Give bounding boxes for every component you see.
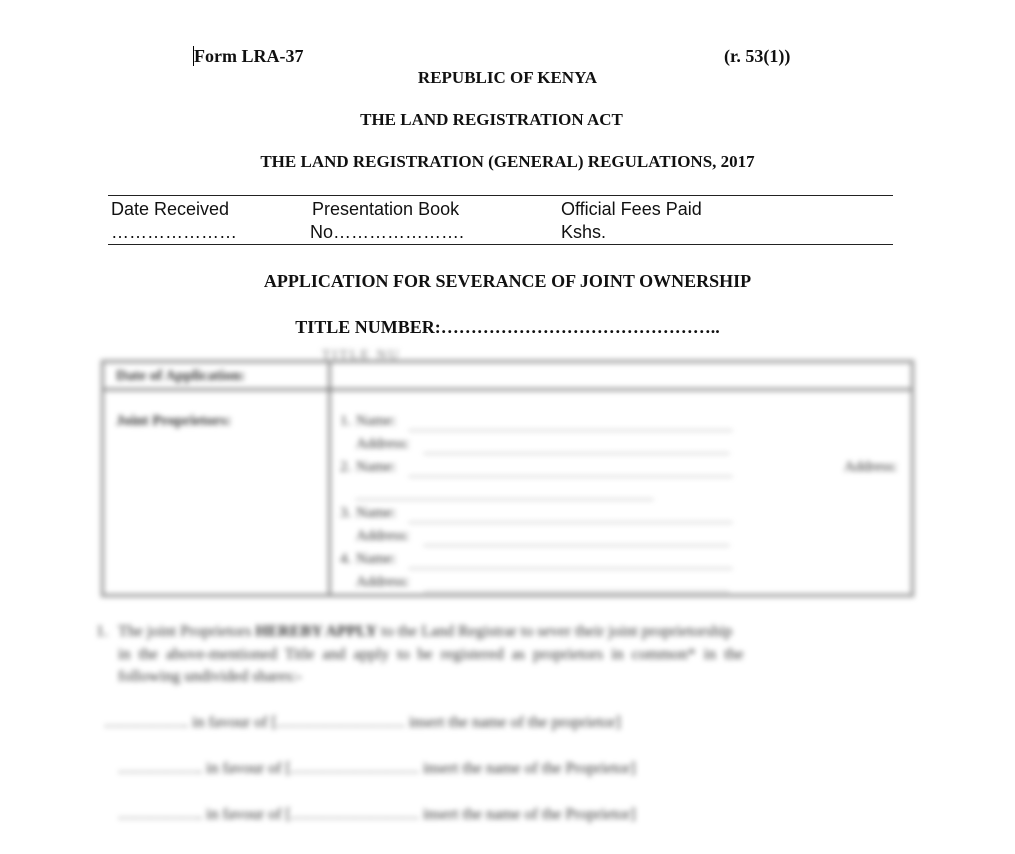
- name-label: Name:: [356, 505, 396, 521]
- name-line: [409, 521, 732, 523]
- name-line: [409, 475, 732, 477]
- entry-number: 3.: [340, 505, 352, 521]
- date-received-field: …………………: [111, 222, 237, 242]
- name-label: Name:: [356, 413, 396, 429]
- entry-number: 1.: [340, 413, 352, 429]
- address-label: Address:: [356, 528, 410, 544]
- form-number: Form LRA-37: [194, 46, 304, 66]
- table-row-divider: [104, 388, 911, 391]
- presentation-book-label: Presentation Book: [312, 199, 460, 219]
- date-received-label: Date Received: [111, 199, 230, 219]
- blurred-content: [0, 350, 1015, 854]
- paragraph-line-1-end: to the Land Registrar to sever their joint proprietorship: [381, 623, 733, 640]
- name-label: Name:: [356, 551, 396, 567]
- address-line: [424, 590, 729, 592]
- name-line: [409, 429, 732, 431]
- official-fees-field: Kshs.: [561, 222, 607, 242]
- address-label: Address:: [356, 574, 410, 590]
- act-heading: THE LAND REGISTRATION ACT: [360, 110, 623, 129]
- paragraph-line-1-start: The joint Proprietors: [118, 623, 252, 640]
- title-number-field: TITLE NUMBER:………………………………………..: [295, 317, 720, 337]
- rule-reference: (r. 53(1)): [724, 46, 791, 66]
- official-fees-label: Official Fees Paid: [561, 199, 702, 219]
- proprietors-table: [101, 360, 914, 597]
- share-line: ……………. in favour of […………………… insert the name of the Proprietor]: [118, 760, 636, 777]
- hereby-apply-text: HEREBY APPLY: [255, 623, 378, 640]
- address-line: [424, 544, 729, 546]
- address-label: Address:: [356, 436, 410, 452]
- share-line: ……………. in favour of […………………… insert the name of the proprietor]: [104, 714, 621, 731]
- regulations-heading: THE LAND REGISTRATION (GENERAL) REGULATIONS, 2017: [260, 152, 755, 171]
- date-of-application-label: Date of Application:: [116, 368, 246, 384]
- entry-number: 2.: [340, 459, 352, 475]
- address-line: [356, 498, 653, 500]
- table-column-divider: [328, 363, 331, 594]
- republic-heading: REPUBLIC OF KENYA: [417, 68, 598, 87]
- joint-proprietors-label: Joint Proprietors:: [116, 413, 232, 429]
- office-use-bottom-rule: [108, 244, 893, 245]
- address-line: [424, 452, 729, 454]
- address-label: Address:: [844, 459, 898, 475]
- presentation-book-field: No………………….: [310, 222, 465, 242]
- entry-number: 4.: [340, 551, 352, 567]
- office-use-top-rule: [108, 195, 893, 196]
- paragraph-line-1: [118, 623, 732, 641]
- name-label: Name:: [356, 459, 396, 475]
- share-line: ……………. in favour of […………………… insert the name of the Proprietor]: [118, 806, 636, 823]
- title-number-ghost: TITLE NU: [322, 348, 401, 363]
- name-line: [409, 567, 732, 569]
- paragraph-number: 1.: [96, 623, 108, 640]
- paragraph-line-3: following undivided shares:-: [118, 668, 302, 685]
- paragraph-line-2: in the above-mentioned Title and apply to be registered as proprietors in common* in the: [118, 646, 744, 663]
- application-title: APPLICATION FOR SEVERANCE OF JOINT OWNERSHIP: [263, 271, 752, 291]
